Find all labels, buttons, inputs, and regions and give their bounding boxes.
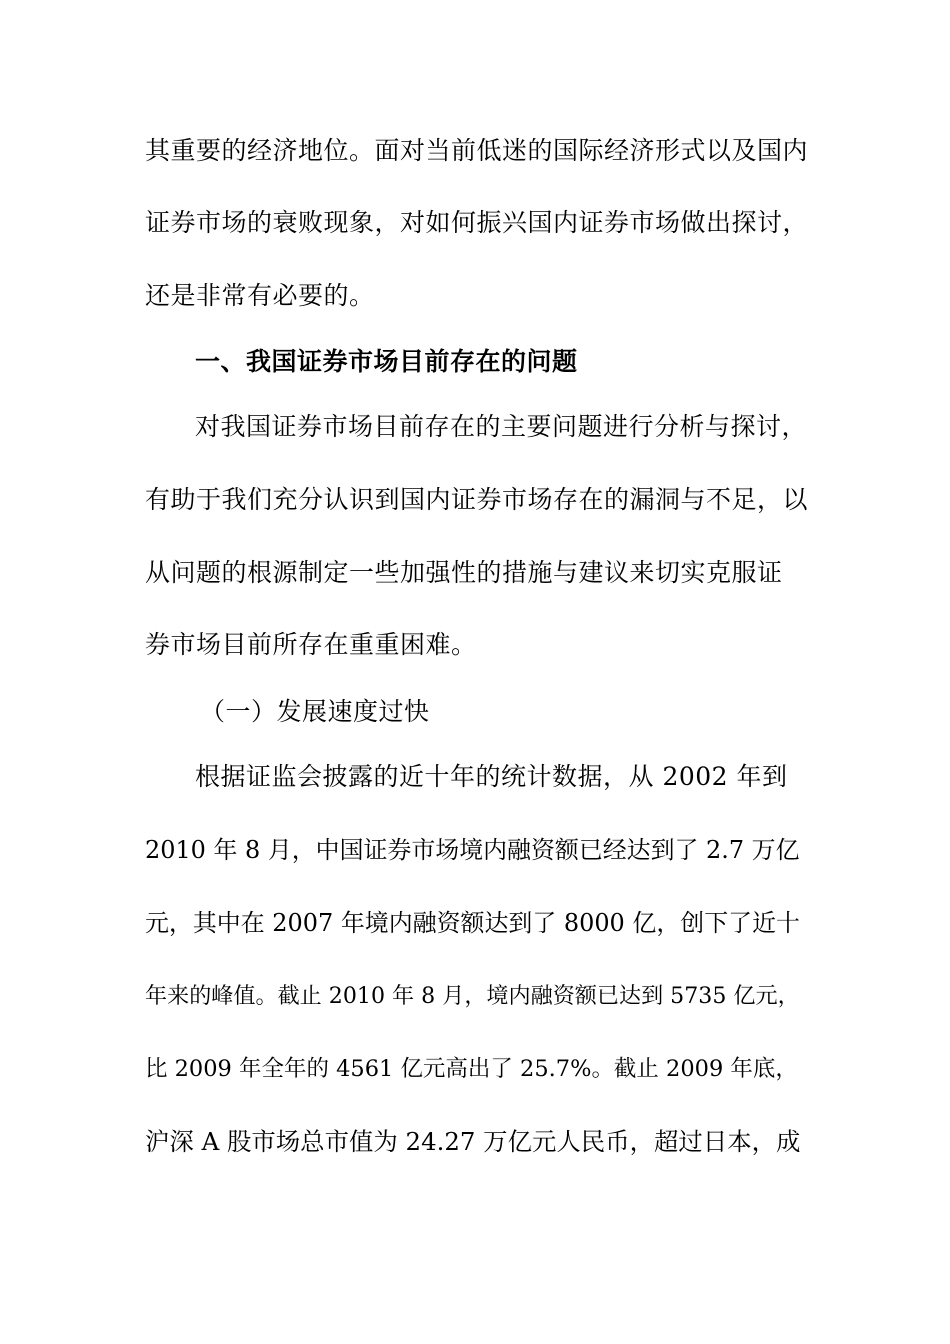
paragraph-line: 元，其中在 2007 年境内融资额达到了 8000 亿，创下了近十 — [145, 909, 800, 937]
paragraph-line: 年来的峰值。截止 2010 年 8 月，境内融资额已达到 5735 亿元， — [145, 983, 800, 1009]
intro-line: 还是非常有必要的。 — [145, 281, 375, 310]
paragraph-line: 有助于我们充分认识到国内证券市场存在的漏洞与不足，以 — [145, 485, 809, 514]
section-heading: 一、我国证券市场目前存在的问题 — [195, 347, 578, 376]
paragraph-line: 根据证监会披露的近十年的统计数据，从 2002 年到 — [195, 762, 788, 791]
subsection-heading: （一）发展速度过快 — [200, 697, 430, 726]
paragraph-line: 比 2009 年全年的 4561 亿元高出了 25.7%。截止 2009 年底， — [145, 1056, 798, 1082]
paragraph-line: 对我国证券市场目前存在的主要问题进行分析与探讨， — [195, 412, 808, 441]
intro-line: 证券市场的衰败现象，对如何振兴国内证券市场做出探讨， — [145, 208, 809, 237]
paragraph-line: 2010 年 8 月，中国证券市场境内融资额已经达到了 2.7 万亿 — [145, 836, 800, 864]
paragraph-line: 券市场目前所存在重重困难。 — [145, 630, 477, 659]
paragraph-line: 沪深 A 股市场总市值为 24.27 万亿元人民币，超过日本，成 — [145, 1127, 801, 1156]
intro-line: 其重要的经济地位。面对当前低迷的国际经济形式以及国内 — [145, 136, 809, 165]
paragraph-line: 从问题的根源制定一些加强性的措施与建议来切实克服证 — [145, 558, 783, 587]
